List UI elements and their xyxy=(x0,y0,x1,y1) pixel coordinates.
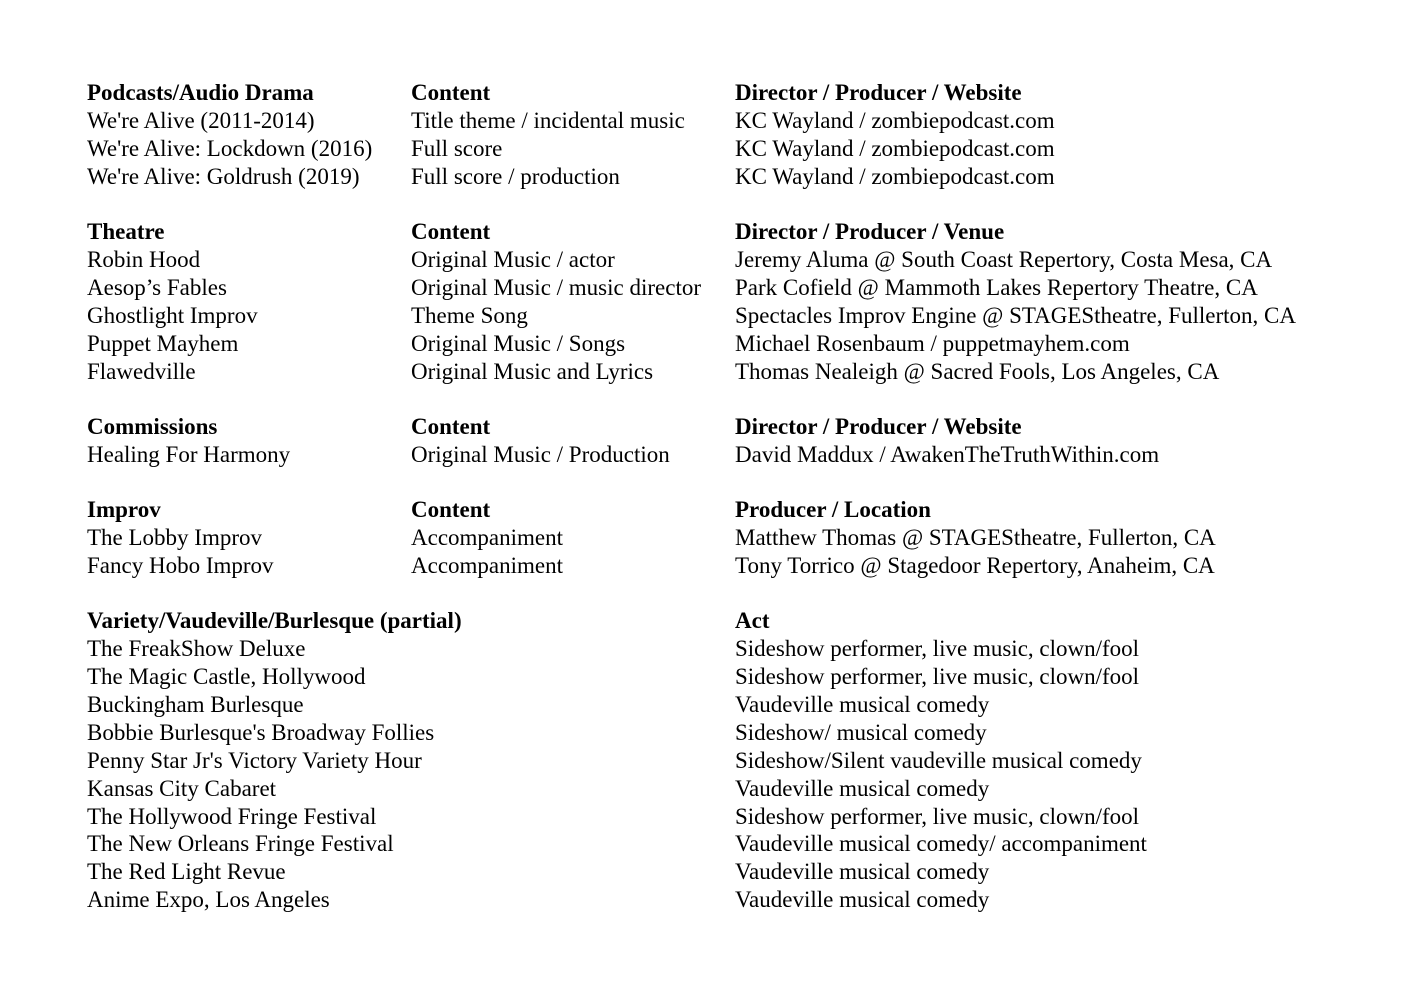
credit-row xyxy=(87,747,1367,775)
section-spacer xyxy=(87,191,1367,219)
credit-director: KC Wayland / zombiepodcast.com xyxy=(735,135,1055,161)
credit-row xyxy=(87,691,1367,719)
credit-venue: Anime Expo, Los Angeles xyxy=(87,887,330,913)
credit-row xyxy=(87,663,1367,691)
credit-title: We're Alive (2011-2014) xyxy=(87,107,315,133)
credit-venue: Bobbie Burlesque's Broadway Follies xyxy=(87,719,435,745)
credit-act: Vaudeville musical comedy xyxy=(735,859,990,885)
credit-act: Vaudeville musical comedy/ accompaniment xyxy=(735,831,1147,857)
section-header-row xyxy=(87,413,1367,441)
credits-document xyxy=(87,79,1367,914)
header-act: Act xyxy=(735,608,770,634)
credit-title: Fancy Hobo Improv xyxy=(87,552,274,578)
header-director: Director / Producer / Website xyxy=(735,80,1022,105)
header-content: Content xyxy=(411,80,491,105)
credit-act: Vaudeville musical comedy xyxy=(735,775,990,801)
credit-venue: The Magic Castle, Hollywood xyxy=(87,664,366,690)
credit-content: Original Music / actor xyxy=(411,246,615,272)
credit-content: Original Music / Songs xyxy=(411,330,626,356)
credit-row xyxy=(87,107,1367,135)
credit-act: Vaudeville musical comedy xyxy=(735,692,990,718)
credit-act: Sideshow performer, live music, clown/fool xyxy=(735,664,1140,690)
credit-director: Jeremy Aluma @ South Coast Repertory, Costa Mesa, CA xyxy=(735,246,1273,272)
credit-content: Original Music / Production xyxy=(411,441,670,467)
credit-row xyxy=(87,552,1367,580)
section-header-row xyxy=(87,607,1367,635)
header-content: Content xyxy=(411,413,491,439)
credit-venue: The Red Light Revue xyxy=(87,859,286,885)
credit-content: Full score / production xyxy=(411,163,620,189)
credit-act: Sideshow/ musical comedy xyxy=(735,719,987,745)
section-spacer xyxy=(87,469,1367,497)
header-category: Improv xyxy=(87,497,161,523)
credit-row xyxy=(87,803,1367,831)
credit-content: Original Music and Lyrics xyxy=(411,358,654,384)
credit-director: Thomas Nealeigh @ Sacred Fools, Los Angeles, CA xyxy=(735,358,1220,384)
credit-title: Robin Hood xyxy=(87,246,201,272)
section-spacer xyxy=(87,580,1367,608)
credit-content: Accompaniment xyxy=(411,525,564,551)
credit-row xyxy=(87,246,1367,274)
header-director: Director / Producer / Website xyxy=(735,413,1022,439)
credit-row xyxy=(87,274,1367,302)
credit-title: The Lobby Improv xyxy=(87,525,263,551)
section-improv xyxy=(87,496,1367,580)
section-spacer xyxy=(87,385,1367,413)
header-category: Podcasts/Audio Drama xyxy=(87,80,314,105)
credit-row xyxy=(87,886,1367,914)
credit-content: Full score xyxy=(411,135,503,161)
credit-venue: Penny Star Jr's Victory Variety Hour xyxy=(87,747,422,773)
header-content: Content xyxy=(411,219,491,245)
credit-venue: Buckingham Burlesque xyxy=(87,692,304,718)
credit-director: Matthew Thomas @ STAGEStheatre, Fullerton, CA xyxy=(735,525,1216,551)
credit-title: Flawedville xyxy=(87,358,196,384)
credit-title: Puppet Mayhem xyxy=(87,330,239,356)
credit-title: Ghostlight Improv xyxy=(87,302,258,328)
credit-director: David Maddux / AwakenTheTruthWithin.com xyxy=(735,441,1160,467)
credit-row xyxy=(87,635,1367,663)
credit-venue: The New Orleans Fringe Festival xyxy=(87,831,394,857)
credit-title: Aesop’s Fables xyxy=(87,274,227,300)
credit-row xyxy=(87,719,1367,747)
credit-act: Vaudeville musical comedy xyxy=(735,887,990,913)
credit-content: Accompaniment xyxy=(411,552,564,578)
credit-row xyxy=(87,441,1367,469)
credit-row xyxy=(87,135,1367,163)
header-category: Commissions xyxy=(87,413,218,439)
credit-act: Sideshow performer, live music, clown/fool xyxy=(735,803,1140,829)
credit-row xyxy=(87,358,1367,386)
header-content: Content xyxy=(411,497,491,523)
header-category: Variety/Vaudeville/Burlesque (partial) xyxy=(87,608,462,634)
credit-title: We're Alive: Lockdown (2016) xyxy=(87,135,373,161)
credit-director: KC Wayland / zombiepodcast.com xyxy=(735,163,1055,189)
credit-director: Spectacles Improv Engine @ STAGEStheatre, Fullerton, CA xyxy=(735,302,1297,328)
header-director: Director / Producer / Venue xyxy=(735,219,1005,245)
credit-act: Sideshow performer, live music, clown/fool xyxy=(735,636,1140,662)
credit-title: We're Alive: Goldrush (2019) xyxy=(87,163,360,189)
section-commissions xyxy=(87,413,1367,469)
section-theatre xyxy=(87,218,1367,385)
credit-row xyxy=(87,163,1367,191)
credit-director: Park Cofield @ Mammoth Lakes Repertory Theatre, CA xyxy=(735,274,1258,300)
credit-content: Theme Song xyxy=(411,302,528,328)
section-header-row xyxy=(87,496,1367,524)
credit-act: Sideshow/Silent vaudeville musical comedy xyxy=(735,747,1142,773)
header-director: Producer / Location xyxy=(735,497,931,523)
section-header-row xyxy=(87,79,1367,107)
credit-director: KC Wayland / zombiepodcast.com xyxy=(735,107,1055,133)
credit-row xyxy=(87,524,1367,552)
credit-venue: The FreakShow Deluxe xyxy=(87,636,306,662)
credit-venue: Kansas City Cabaret xyxy=(87,775,277,801)
credit-title: Healing For Harmony xyxy=(87,441,291,467)
credit-content: Title theme / incidental music xyxy=(411,107,685,133)
section-podcasts xyxy=(87,79,1367,191)
credit-row xyxy=(87,330,1367,358)
credit-row xyxy=(87,302,1367,330)
credit-content: Original Music / music director xyxy=(411,274,701,300)
credit-row xyxy=(87,830,1367,858)
credit-row xyxy=(87,775,1367,803)
credit-venue: The Hollywood Fringe Festival xyxy=(87,803,377,829)
credit-director: Tony Torrico @ Stagedoor Repertory, Anaheim, CA xyxy=(735,552,1215,578)
header-category: Theatre xyxy=(87,219,165,245)
section-variety xyxy=(87,607,1367,914)
credit-row xyxy=(87,858,1367,886)
credit-director: Michael Rosenbaum / puppetmayhem.com xyxy=(735,330,1130,356)
section-header-row xyxy=(87,218,1367,246)
